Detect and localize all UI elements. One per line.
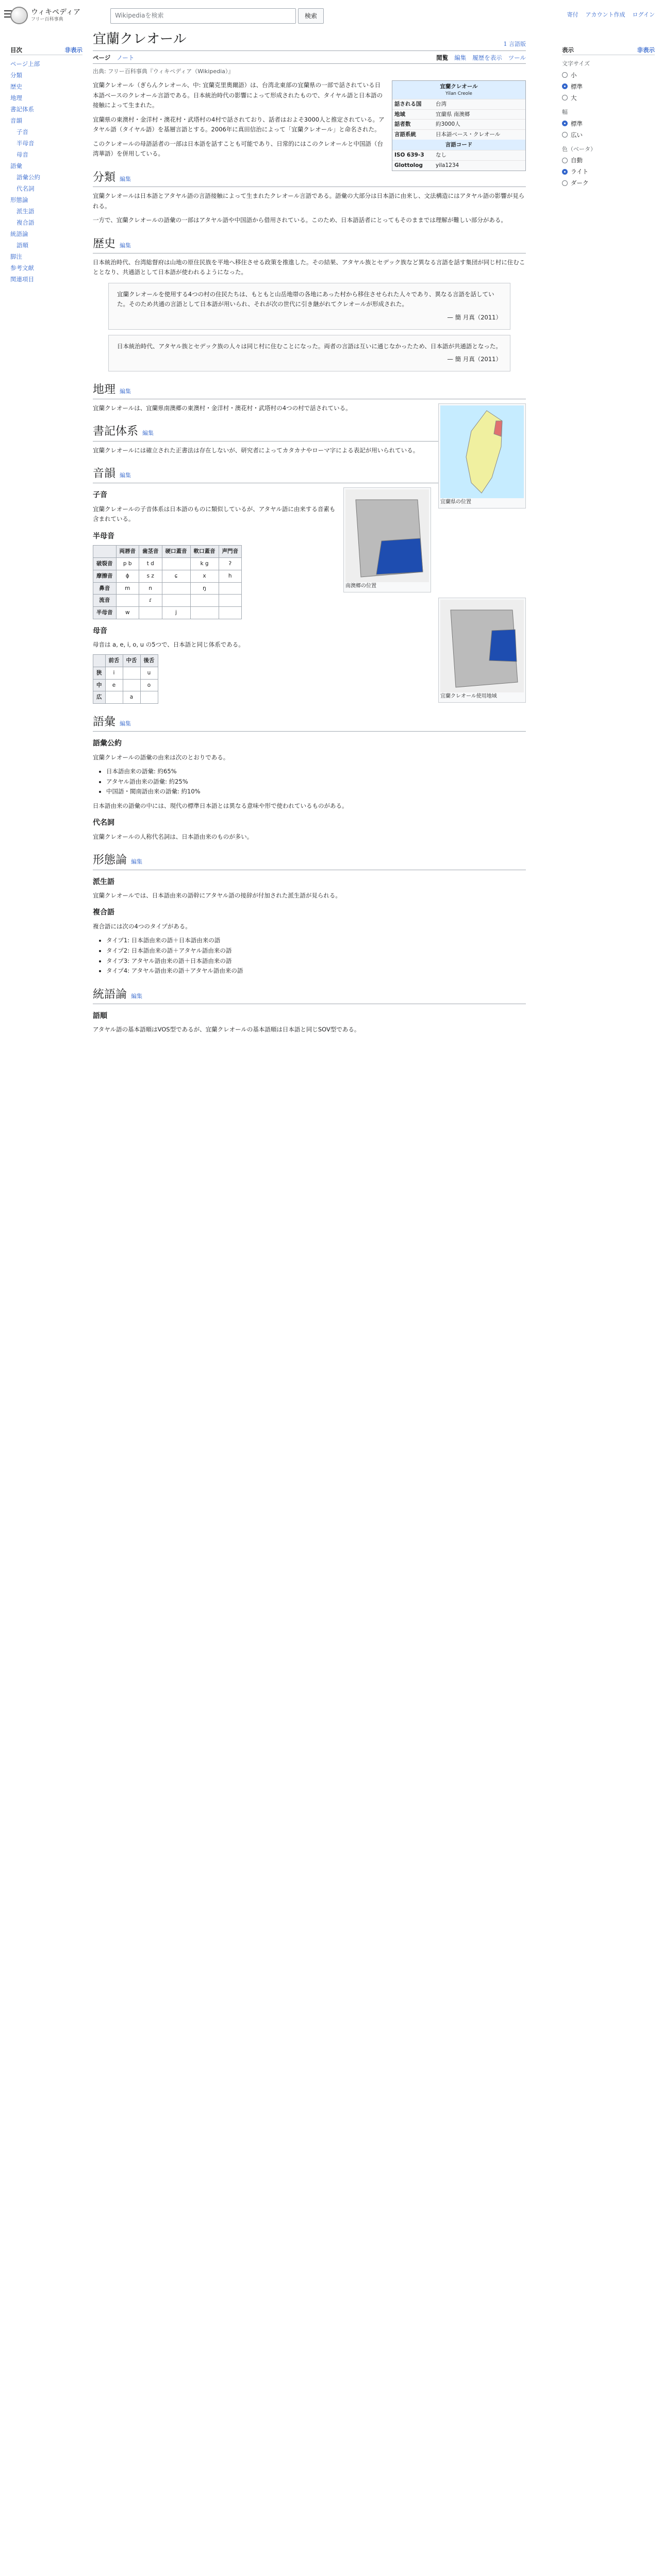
paragraph: 宜蘭クレオールの子音体系は日本語のものに類似しているが、アタヤル語に由来する音素も含まれている。 — [93, 505, 336, 523]
table-cell: 中 — [93, 679, 106, 691]
paragraph: 母音は a, e, i, o, u の5つで、日本語と同じ体系である。 — [93, 641, 244, 649]
taiwan-map-icon — [440, 405, 524, 498]
section-heading: 統語論 編集 — [93, 986, 526, 1004]
table-cell: 摩擦音 — [93, 570, 117, 582]
toc-item[interactable]: 半母音 — [16, 140, 35, 147]
table-cell: 破裂音 — [93, 557, 117, 570]
table-cell — [139, 607, 162, 619]
table-row — [93, 667, 158, 679]
village-map-icon — [440, 600, 524, 692]
width-option[interactable] — [562, 118, 655, 129]
tab-history[interactable]: 履歴を表示 — [472, 54, 502, 61]
text-size-option[interactable] — [562, 81, 655, 92]
logo-title: ウィキペディア — [31, 8, 81, 17]
infobox-key: 地域 — [394, 111, 405, 117]
infobox-row — [392, 129, 525, 140]
section-heading: 音韻 編集 — [93, 465, 526, 483]
toc-item[interactable]: 分類 — [10, 72, 22, 79]
table-cell — [190, 595, 219, 607]
table-cell: 半母音 — [93, 607, 117, 619]
edit-link[interactable]: 編集 — [131, 992, 143, 999]
tab-page[interactable]: ページ — [93, 54, 111, 61]
table-cell: o — [140, 679, 158, 691]
table-cell — [162, 582, 190, 595]
tagline: 出典: フリー百科事典『ウィキペディア（Wikipedia）』 — [93, 68, 234, 75]
table-header-cell — [93, 546, 117, 558]
table-cell: e — [105, 679, 123, 691]
infobox-row — [392, 119, 525, 129]
table-cell: p b — [116, 557, 139, 570]
quote-attribution: — 簡 月真（2011） — [447, 314, 502, 321]
subsection-heading: 語彙公約 — [93, 739, 122, 748]
toc-item[interactable]: 語彙 — [10, 162, 22, 170]
width-option[interactable] — [562, 129, 655, 141]
paragraph: 宜蘭クレオールには確立された正書法は存在しないが、研究者によってカタカナやローマ字による表記が用いられている。 — [93, 446, 419, 454]
toc-item[interactable]: 語彙公約 — [16, 174, 40, 181]
subsection-heading: 半母音 — [93, 532, 114, 540]
list-item: • 日本語由来の語彙: 約65% — [106, 767, 526, 777]
table-cell — [105, 691, 123, 704]
edit-link[interactable]: 編集 — [131, 858, 143, 866]
edit-link[interactable]: 編集 — [120, 720, 131, 727]
table-header-row — [93, 546, 242, 558]
subsection-heading: 母音 — [93, 626, 107, 635]
radio-icon[interactable] — [562, 121, 568, 126]
toc-item[interactable]: 地理 — [10, 94, 22, 102]
table-header-cell: 声門音 — [219, 546, 242, 558]
table-row — [93, 691, 158, 704]
bullet-list — [106, 767, 526, 797]
infobox-key: 話される国 — [394, 100, 422, 107]
table-header-cell: 後舌 — [140, 654, 158, 667]
table-cell: s z — [139, 570, 162, 582]
list-item: • タイプ3: アタヤル語由来の語＋日本語由来の語 — [106, 956, 526, 967]
appearance-panel — [562, 45, 655, 189]
infobox-value: 約3000人 — [436, 121, 460, 128]
toc-item[interactable]: 代名詞 — [16, 185, 35, 193]
toc-item[interactable]: 派生語 — [16, 208, 35, 215]
subsection-heading: 代名詞 — [93, 819, 114, 827]
table-header-cell: 軟口蓋音 — [190, 546, 219, 558]
subsection-heading: 派生語 — [93, 877, 114, 886]
map-figure[interactable] — [438, 598, 526, 703]
table-cell: 広 — [93, 691, 106, 704]
table-cell: h — [219, 570, 242, 582]
blockquote — [108, 283, 510, 330]
list-item: • タイプ2: 日本語由来の語＋アタヤル語由来の語 — [106, 946, 526, 956]
table-cell — [123, 667, 140, 679]
paragraph: 宜蘭クレオールは、宜蘭県南澳郷の東澳村・金洋村・澳花村・武塔村の4つの村で話されている。 — [93, 404, 352, 412]
infobox-value: yila1234 — [436, 162, 459, 169]
user-links — [567, 10, 655, 20]
toc-item[interactable]: 歴史 — [10, 83, 22, 91]
list-item: • タイプ4: アタヤル語由来の語＋アタヤル語由来の語 — [106, 966, 526, 976]
color-option-label: ライト — [571, 168, 589, 176]
intro-paragraph: このクレオールの母語話者の一部は日本語を話すことも可能であり、日常的にはこのクレオールと中国語（台湾華語）を併用している。 — [93, 140, 384, 158]
table-row — [93, 607, 242, 619]
toc-item[interactable]: 音韻 — [10, 117, 22, 125]
infobox-row — [392, 99, 525, 109]
list-item: • アタヤル語由来の語彙: 約25% — [106, 777, 526, 787]
paragraph: 一方で、宜蘭クレオールの語彙の一部はアタヤル語や中国語から借用されている。このため、日本語話者にとってもそのままでは理解が難しい部分がある。 — [93, 216, 507, 224]
table-cell: n — [139, 582, 162, 595]
radio-icon[interactable] — [562, 83, 568, 89]
page-title: 宜蘭クレオール — [93, 31, 187, 47]
infobox-title: 宜蘭クレオール — [440, 83, 478, 90]
table-header-cell: 硬口蓋音 — [162, 546, 190, 558]
tab-edit[interactable]: 編集 — [454, 54, 467, 61]
quote-attribution: — 簡 月真（2011） — [447, 355, 502, 363]
appearance-heading: 表示 — [562, 46, 574, 54]
list-item: • 中国語・閩南語由来の語彙: 約10% — [106, 787, 526, 797]
section-heading: 形態論 編集 — [93, 851, 526, 870]
toc-item[interactable]: 母音 — [16, 151, 28, 159]
intro-paragraph: 宜蘭クレオール（ぎらんクレオール、中: 宜蘭克里奧爾語）は、台湾北東部の宜蘭県の一部で話されている日本語ベースのクレオール言語である。日本統治時代の影響によって形成されたもので、タイヤル語と日本語の接触によって生まれた。 — [93, 81, 383, 109]
table-of-contents — [10, 45, 82, 285]
infobox-key: 言語系統 — [394, 131, 416, 138]
table-cell — [219, 595, 242, 607]
infobox-key: Glottolog — [394, 162, 423, 169]
color-option-label: 自動 — [571, 157, 583, 164]
table-cell: 鼻音 — [93, 582, 117, 595]
table-cell: k g — [190, 557, 219, 570]
radio-icon[interactable] — [562, 132, 568, 138]
edit-link[interactable]: 編集 — [120, 175, 131, 182]
radio-icon[interactable] — [562, 169, 568, 175]
table-row — [93, 570, 242, 582]
section-heading: 語彙 編集 — [93, 713, 526, 732]
appearance-hide-button[interactable]: 非表示 — [637, 46, 655, 54]
search-input[interactable]: Wikipediaを検索 — [110, 8, 296, 24]
table-cell: i — [105, 667, 123, 679]
table-cell: ɸ — [116, 570, 139, 582]
table-header-cell — [93, 654, 106, 667]
bullet-list — [106, 936, 526, 976]
toc-item[interactable]: 語順 — [16, 242, 28, 249]
radio-icon[interactable] — [562, 72, 568, 78]
paragraph: 宜蘭クレオールは日本語とアタヤル語の言語接触によって生まれたクレオール言語である。語彙の大部分は日本語に由来し、文法構造にはアタヤル語の影響が見られる。 — [93, 192, 525, 210]
text-size-label: 文字サイズ — [562, 60, 590, 67]
table-row — [93, 595, 242, 607]
table-cell: x — [190, 570, 219, 582]
map-caption: 南澳郷の位置 — [345, 583, 376, 589]
infobox-value: 日本語ベース・クレオール — [436, 131, 501, 138]
radio-icon[interactable] — [562, 95, 568, 100]
paragraph: 日本統治時代、台湾総督府は山地の原住民族を平地へ移住させる政策を推進した。その結果、アタヤル族とセデック族など異なる言語を話す集団が同じ村に住むこととなり、共通語として日本語が使われるようになった。 — [93, 258, 525, 276]
toc-item[interactable]: 子音 — [16, 128, 28, 136]
text-size-option[interactable] — [562, 92, 655, 104]
toc-item[interactable]: 統語論 — [10, 230, 28, 238]
map-caption: 宜蘭県の位置 — [440, 499, 471, 505]
toc-item[interactable]: ページ上部 — [10, 60, 40, 68]
table-cell: 流音 — [93, 595, 117, 607]
intro-paragraph: 宜蘭県の東澳村・金洋村・澳花村・武塔村の4村で話されており、話者はおよそ3000人と推定されている。アタヤル語（タイヤル語）を基層言語とする。2006年に真田信治によって「宜蘭クレオール」と命名された。 — [93, 115, 385, 133]
toc-hide-button[interactable]: 非表示 — [64, 46, 82, 54]
table-header-cell: 前舌 — [105, 654, 123, 667]
infobox-key: 話者数 — [394, 121, 411, 128]
edit-link[interactable]: 編集 — [120, 242, 131, 249]
paragraph: アタヤル語の基本語順はVOS型であるが、宜蘭クレオールの基本語順は日本語と同じSOV型である。 — [93, 1026, 360, 1033]
list-item: • タイプ1: 日本語由来の語＋日本語由来の語 — [106, 936, 526, 946]
table-header-cell: 両唇音 — [116, 546, 139, 558]
tab-read[interactable]: 閲覧 — [436, 54, 449, 61]
table-header-cell: 中舌 — [123, 654, 140, 667]
table-cell: ɾ — [139, 595, 162, 607]
paragraph: 複合語には次の4つのタイプがある。 — [93, 922, 191, 930]
toc-item[interactable]: 参考文献 — [10, 264, 34, 272]
paragraph: 宜蘭クレオールの語彙の由来は次のとおりである。 — [93, 753, 229, 761]
tab-talk[interactable]: ノート — [117, 54, 135, 61]
toc-item[interactable]: 関連項目 — [10, 276, 34, 283]
table-row — [93, 679, 158, 691]
create-account-link[interactable]: アカウント作成 — [585, 11, 625, 18]
toc-item[interactable]: 形態論 — [10, 196, 28, 204]
infobox-section: 言語コード — [392, 140, 525, 150]
tab-tools[interactable]: ツール — [508, 54, 526, 61]
text-size-option-label: 標準 — [571, 82, 583, 90]
infobox-subtitle: Yilan Creole — [445, 91, 472, 96]
table-cell: w — [116, 607, 139, 619]
blockquote — [108, 335, 510, 371]
table-cell — [116, 595, 139, 607]
width-option-label: 広い — [571, 131, 583, 139]
infobox-value: なし — [436, 152, 446, 159]
toc-item[interactable]: 複合語 — [16, 219, 35, 227]
edit-link[interactable]: 編集 — [120, 387, 131, 395]
toc-item[interactable]: 書記体系 — [10, 106, 34, 113]
paragraph: 日本語由来の語彙の中には、現代の標準日本語とは異なる意味や形で使われているものがある。 — [93, 802, 348, 809]
width-label: 幅 — [562, 108, 568, 115]
table-cell: ɕ — [162, 570, 190, 582]
infobox — [392, 80, 526, 171]
subsection-heading: 語順 — [93, 1011, 107, 1020]
infobox-row — [392, 150, 525, 160]
color-option[interactable] — [562, 177, 655, 189]
quote-text: 日本統治時代、アタヤル族とセデック族の人々は同じ村に住むことになった。両者の言語は互いに通じなかったため、日本語が共通語となった。 — [117, 342, 502, 350]
table-cell: u — [140, 667, 158, 679]
toc-heading: 目次 — [10, 46, 22, 54]
color-option[interactable] — [562, 166, 655, 177]
table-cell: t d — [139, 557, 162, 570]
subsection-heading: 子音 — [93, 491, 107, 500]
table-cell — [190, 607, 219, 619]
map-caption: 宜蘭クレオール使用地域 — [440, 693, 497, 700]
table-cell: j — [162, 607, 190, 619]
quote-text: 宜蘭クレオールを使用する4つの村の住民たちは、もともと山岳地帯の各地にあった村から移住させられた人々であり、異なる言語を話していた。そのため共通の言語として日本語が用いられ、それが次の世代に引き継がれてクレオールが形成された。 — [117, 290, 494, 308]
header — [0, 0, 662, 31]
section-heading: 書記体系 編集 — [93, 422, 526, 441]
infobox-value: 宜蘭県 南澳郷 — [436, 111, 470, 117]
infobox-value: 台湾 — [436, 100, 446, 107]
table-row — [93, 582, 242, 595]
table-cell: m — [116, 582, 139, 595]
login-link[interactable]: ログイン — [632, 11, 655, 18]
table-header-row — [93, 654, 158, 667]
section-heading: 歴史 編集 — [93, 235, 526, 253]
text-size-option-label: 小 — [571, 71, 577, 79]
paragraph: 宜蘭クレオールの人称代名詞は、日本語由来のものが多い。 — [93, 833, 253, 840]
logo-subtitle: フリー百科事典 — [31, 17, 63, 22]
color-label: 色（ベータ） — [562, 145, 596, 152]
table-cell: ŋ — [190, 582, 219, 595]
site-logo[interactable] — [10, 4, 88, 27]
page-tabs — [93, 53, 526, 64]
map-figure[interactable] — [438, 403, 526, 509]
text-size-option[interactable] — [562, 70, 655, 81]
table-cell — [140, 691, 158, 704]
edit-link[interactable]: 編集 — [120, 472, 131, 479]
language-button[interactable]: 1 言語版 — [503, 41, 526, 47]
search-button[interactable]: 検索 — [298, 8, 324, 24]
table-header-cell: 歯茎音 — [139, 546, 162, 558]
table-cell — [219, 582, 242, 595]
edit-link[interactable]: 編集 — [142, 430, 154, 437]
infobox-key: ISO 639-3 — [394, 152, 424, 159]
table-cell — [123, 679, 140, 691]
toc-item[interactable]: 脚注 — [10, 253, 22, 261]
map-figure[interactable] — [343, 487, 431, 592]
infobox-row — [392, 160, 525, 171]
vowel-table — [93, 654, 158, 704]
table-cell: ʔ — [219, 557, 242, 570]
infobox-row — [392, 109, 525, 120]
paragraph: 宜蘭クレオールでは、日本語由来の語幹にアタヤル語の接辞が付加された派生語が見られる。 — [93, 891, 341, 899]
section-heading: 地理 編集 — [93, 381, 526, 399]
table-cell — [219, 607, 242, 619]
subsection-heading: 複合語 — [93, 908, 114, 917]
radio-icon[interactable] — [562, 180, 568, 186]
table-cell — [162, 595, 190, 607]
consonant-table — [93, 545, 242, 619]
wikipedia-globe-icon — [10, 7, 28, 24]
article — [93, 29, 526, 1039]
table-cell — [162, 557, 190, 570]
color-option-label: ダーク — [571, 179, 589, 187]
radio-icon[interactable] — [562, 158, 568, 163]
township-map-icon — [345, 489, 429, 582]
donate-link[interactable]: 寄付 — [567, 11, 578, 18]
width-option-label: 標準 — [571, 120, 583, 127]
text-size-option-label: 大 — [571, 94, 577, 101]
table-cell: a — [123, 691, 140, 704]
table-cell: 狭 — [93, 667, 106, 679]
section-heading: 分類 編集 — [93, 168, 526, 187]
table-row — [93, 557, 242, 570]
color-option[interactable] — [562, 155, 655, 166]
